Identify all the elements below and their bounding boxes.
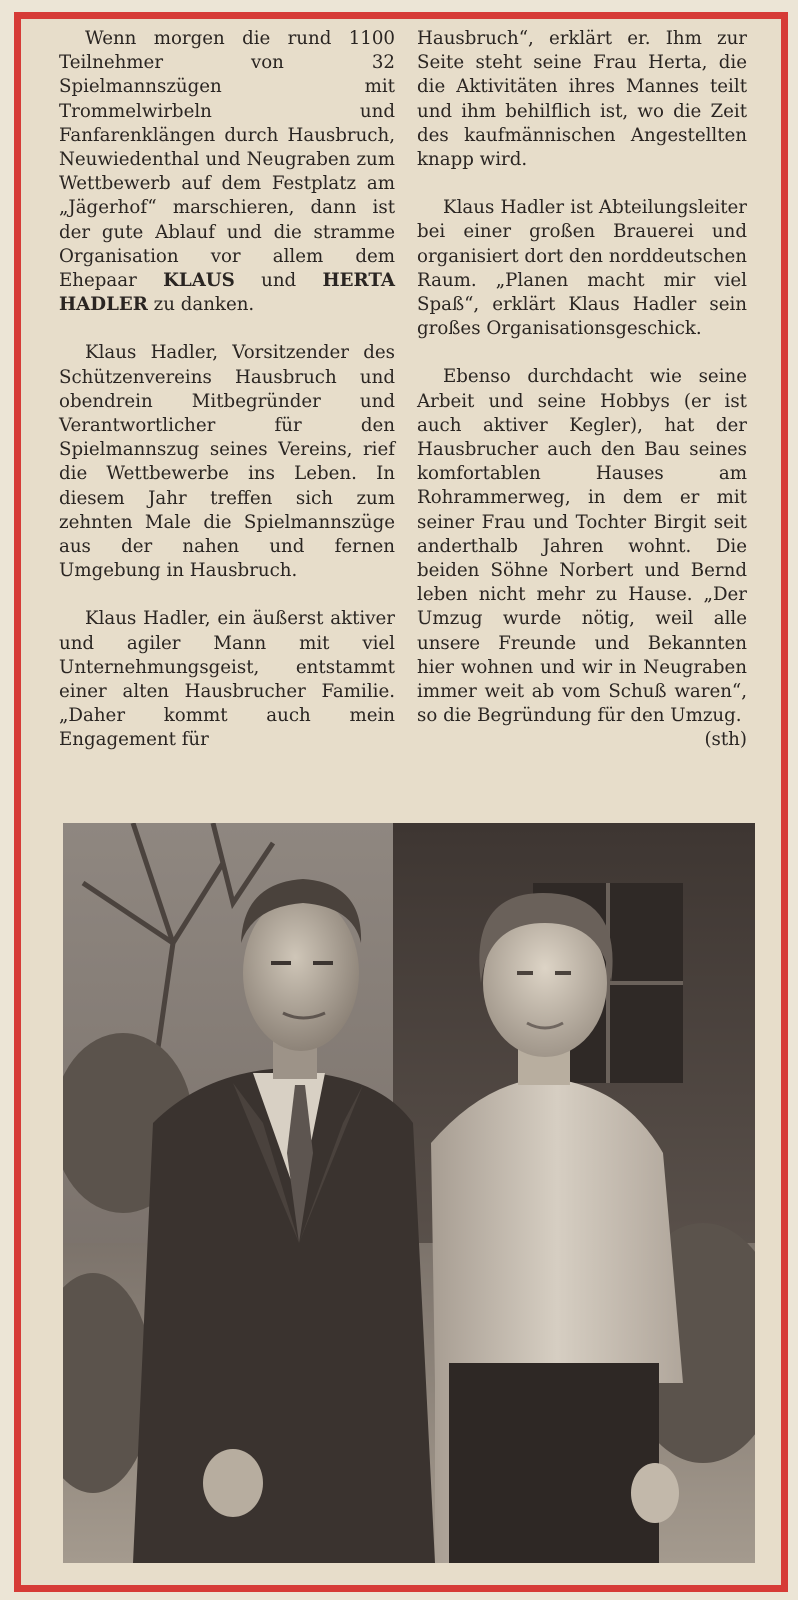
paragraph-intro [59,27,395,317]
couple-photo [63,823,755,1563]
byline: (sth) [704,729,747,751]
name-herta-hadler: HERTA HADLER [59,270,395,316]
paragraph-vorsitzender: Klaus Hadler, Vorsitzender des Schützenvereins Hausbruch und obendrein Mitbegründer und Verantwortlicher für den Spielmannszug seines Vereins, rief die Wettbewerbe ins Leben. In diesem Jahr treffen sich zum zehnten Male die Spielmannszüge aus der nahen und fernen Umgebung in Hausbruch. [59,342,395,582]
haus-text: Ebenso durchdacht wie seine Arbeit und seine Hobbys (er ist auch aktiver Kegler), hat der Hausbrucher auch den Bau seines komfortablen Hauses am Rohrammerweg, in dem er mit seiner Frau und Tochter Birgit seit anderthalb Jahren wohnt. Die beiden Söhne Norbert und Bernd leben nicht mehr zu Hause. „Der Umzug wurde nötig, weil alle unsere Freunde und Bekannten hier wohnen und wir in Neugraben immer weit ab vom Schuß waren“, so die Begründung für den Umzug. [417,366,747,727]
name-klaus: KLAUS [163,270,235,292]
paragraph-abteilungsleiter: Klaus Hadler ist Abteilungsleiter bei einer großen Brauerei und organisiert dort den norddeutschen Raum. „Planen macht mir viel Spaß“, erklärt Klaus Hadler sein großes Organisationsgeschick. [417,197,747,340]
right-text-column [417,27,747,753]
intro-text-c: zu danken. [153,294,255,316]
paragraph-continuation: Hausbruch“, erklärt er. Ihm zur Seite steht seine Frau Herta, die die Aktivitäten ihres Mannes teilt und ihm behilflich ist, wo die Zeit des kaufmännischen Angestellten knapp wird. [417,28,747,171]
intro-text-a: Wenn morgen die rund 1100 Teilnehmer von 32 Spielmannszügen mit Trommelwirbeln und Fanfarenklängen durch Hausbruch, Neuwiedenthal und Neugraben zum Wettbewerb auf dem Festplatz am „Jägerhof“ marschieren, dann ist der gute Ablauf und die stramme Organisation vor allem dem Ehepaar [59,28,395,292]
photo-illustration [63,823,755,1563]
paragraph-haus [417,365,747,751]
left-text-column [59,27,395,753]
paragraph-familie: Klaus Hadler, ein äußerst aktiver und agiler Mann mit viel Unternehmungsgeist, entstammt einer alten Hausbrucher Familie. „Daher kommt auch mein Engagement für [59,608,395,751]
intro-text-b: und [261,270,297,292]
newspaper-clipping [14,12,788,1592]
